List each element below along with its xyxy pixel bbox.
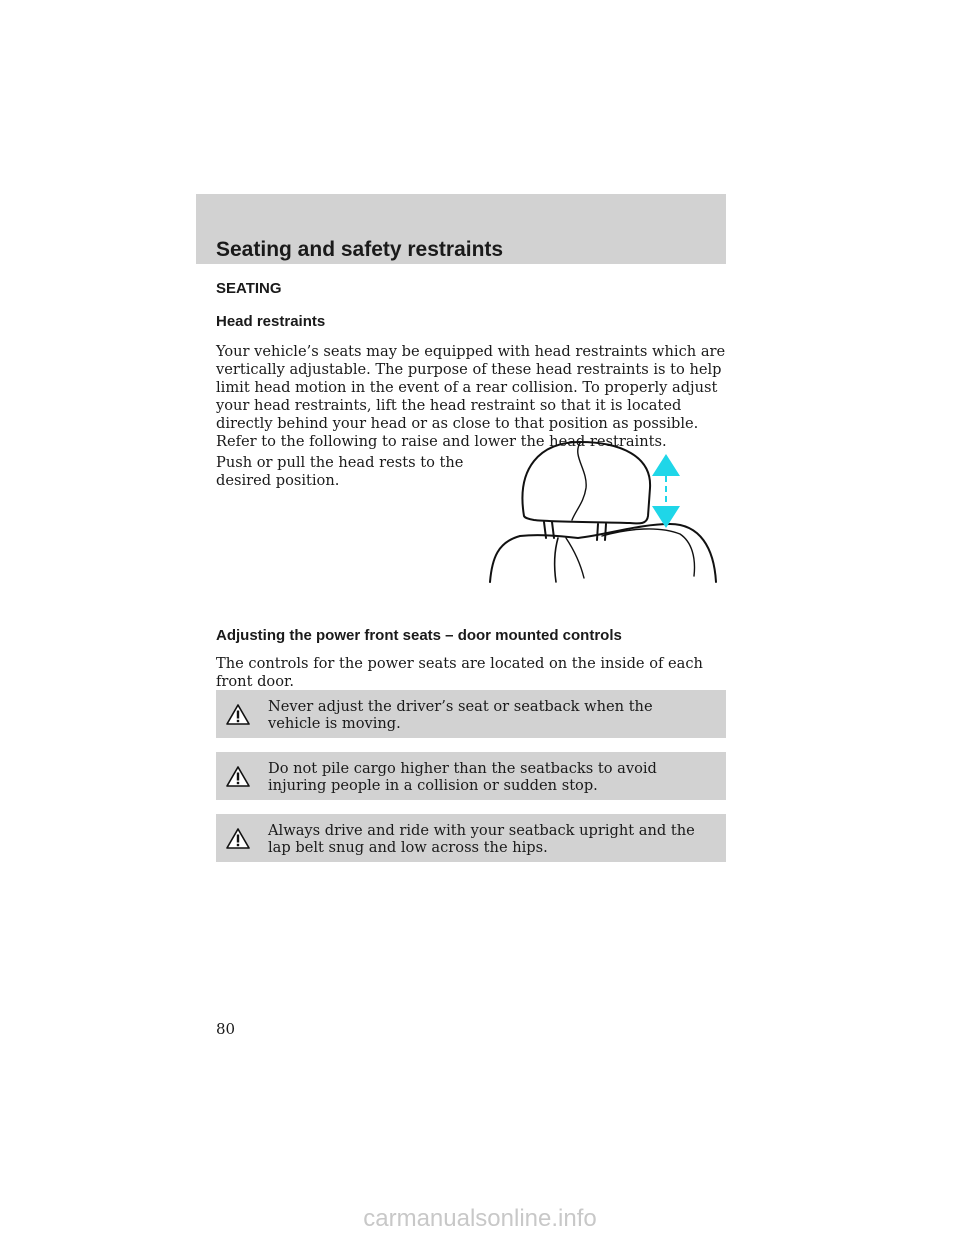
warning-box [216,752,726,800]
head-restraints-instruction: Push or pull the head rests to the desired position. [216,454,464,489]
section-header-band [196,194,726,264]
head-restraints-paragraph: Your vehicle’s seats may be equipped with head restraints which are vertically adjustable. The purpose of these head restraints is to help limit head motion in the event of a rear collision. To properly adjust your head restraints, lift the head restraint so that it is located directly behind your head or as close to that position as possible. Refer to the following to raise and lower the head restraints. [216,343,726,450]
warning-text: Never adjust the driver’s seat or seatback when the vehicle is moving. [268,698,653,732]
head-restraint-adjust-illustration [480,438,730,588]
power-seats-heading: Adjusting the power front seats – door mounted controls [216,627,622,644]
warning-box [216,690,726,738]
power-seats-paragraph: The controls for the power seats are located on the inside of each front door. [216,655,703,690]
warning-triangle-icon [226,828,250,849]
warning-text: Always drive and ride with your seatback upright and the lap belt snug and low across the hips. [268,822,695,856]
seating-heading: SEATING [216,280,282,297]
warning-triangle-icon [226,704,250,725]
warning-triangle-icon [226,766,250,787]
warning-box [216,814,726,862]
warning-text: Do not pile cargo higher than the seatbacks to avoid injuring people in a collision or sudden stop. [268,760,657,794]
section-title: Seating and safety restraints [216,238,504,261]
footer-watermark[interactable]: carmanualsonline.info [363,1205,597,1232]
head-restraints-subheading: Head restraints [216,313,326,330]
page-number: 80 [216,1020,236,1038]
